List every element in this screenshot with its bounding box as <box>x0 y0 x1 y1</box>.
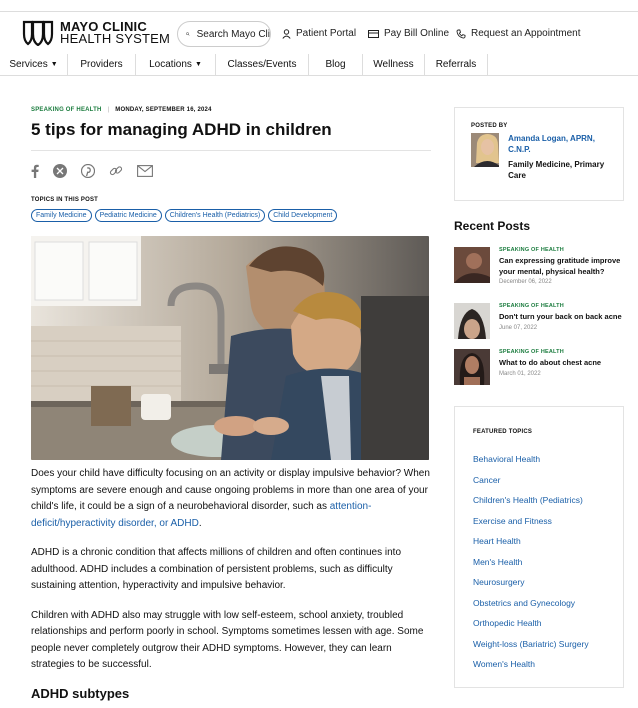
caret-down-icon: ▼ <box>50 61 58 68</box>
post-thumbnail-image <box>454 247 490 283</box>
article-category-link[interactable]: SPEAKING OF HEALTH <box>31 107 102 113</box>
author-photo <box>471 133 499 167</box>
pay-bill-label: Pay Bill Online <box>384 28 450 39</box>
search-placeholder: Search Mayo Cli <box>196 28 270 40</box>
post-text <box>499 349 601 385</box>
nav-item-referrals[interactable] <box>425 54 488 75</box>
post-category: SPEAKING OF HEALTH <box>499 303 564 309</box>
author-block <box>471 133 607 181</box>
featured-topic-link[interactable]: Men's Health <box>473 556 523 567</box>
avatar[interactable] <box>471 133 499 167</box>
article-paragraph-1 <box>31 466 431 532</box>
phone-icon <box>456 29 466 39</box>
author-name-link[interactable]: Amanda Logan, APRN, C.N.P. <box>508 134 595 154</box>
post-text <box>499 303 622 339</box>
post-thumbnail <box>454 303 490 339</box>
person-icon <box>282 29 291 39</box>
logo-text <box>60 21 170 45</box>
post-category: SPEAKING OF HEALTH <box>499 247 564 253</box>
featured-topic-link[interactable]: Behavioral Health <box>473 454 541 464</box>
main-nav <box>0 54 638 76</box>
father-son-handwashing-image <box>31 236 429 460</box>
featured-topic-link[interactable]: Weight-loss (Bariatric) Surgery <box>473 638 589 649</box>
article-meta <box>31 107 431 113</box>
featured-topics-card <box>454 406 624 688</box>
patient-portal-label: Patient Portal <box>296 28 357 39</box>
topic-chip[interactable]: Family Medicine <box>31 209 92 222</box>
featured-topic-link[interactable]: Neurosurgery <box>473 577 525 587</box>
nav-services-label: Services <box>9 59 48 70</box>
author-info <box>508 133 607 181</box>
caret-down-icon: ▼ <box>194 61 202 68</box>
link-icon[interactable] <box>109 164 123 178</box>
recent-post-item[interactable] <box>454 247 629 285</box>
article-paragraph-3: Children with ADHD also may struggle with low self-esteem, school anxiety, troubled relationships and perform poorly in school. Symptoms sometimes lessen with age. Some people never completely outgrow their ADHD symptoms. However, they can learn strategies to be successful. <box>31 609 424 670</box>
mayo-shields-icon <box>22 20 54 46</box>
patient-portal-link[interactable] <box>282 28 356 39</box>
topics-label: TOPICS IN THIS POST <box>31 197 99 203</box>
nav-classes-label: Classes/Events <box>227 59 297 70</box>
nav-locations-label: Locations <box>149 59 192 70</box>
post-thumbnail <box>454 349 490 385</box>
post-date: December 06, 2022 <box>499 279 552 285</box>
nav-item-wellness[interactable] <box>363 54 425 75</box>
featured-topic-link[interactable]: Orthopedic Health <box>473 618 542 628</box>
nav-item-services[interactable] <box>0 54 68 75</box>
logo-line1: MAYO CLINIC <box>60 19 147 34</box>
topic-chip[interactable]: Child Development <box>268 209 337 222</box>
post-thumbnail-image <box>454 303 490 339</box>
topics-list <box>31 209 431 222</box>
article-paragraph-2: ADHD is a chronic condition that affects millions of children and often continues into adulthood. ADHD includes a combination of persistent problems, such as difficulty sustaining attention, hyperactivity and impulsive behavior. <box>31 547 402 591</box>
post-title[interactable]: What to do about chest acne <box>499 358 602 367</box>
article-date: MONDAY, SEPTEMBER 16, 2024 <box>115 107 212 113</box>
page-title: 5 tips for managing ADHD in children <box>31 120 431 151</box>
p1-end: . <box>198 517 202 529</box>
nav-referrals-label: Referrals <box>435 59 477 70</box>
logo-line2: HEALTH SYSTEM <box>60 31 170 46</box>
x-icon[interactable] <box>53 164 67 178</box>
request-appointment-link[interactable] <box>456 28 581 39</box>
post-thumbnail-image <box>454 349 490 385</box>
site-logo[interactable] <box>22 20 170 46</box>
recent-posts-heading: Recent Posts <box>454 219 531 233</box>
recent-post-item[interactable] <box>454 303 629 339</box>
featured-topic-link[interactable]: Women's Health <box>473 659 535 669</box>
featured-topic-link[interactable]: Heart Health <box>473 536 521 546</box>
card-icon <box>368 30 379 38</box>
top-bar <box>0 0 638 12</box>
recent-post-item[interactable] <box>454 349 629 385</box>
meta-separator: | <box>107 107 110 113</box>
hero-image <box>31 236 429 460</box>
post-title[interactable]: Don't turn your back on back acne <box>499 312 622 321</box>
nav-blog-label: Blog <box>325 59 346 70</box>
request-appointment-label: Request an Appointment <box>471 28 581 39</box>
posted-by-label: POSTED BY <box>471 123 508 129</box>
pay-bill-link[interactable] <box>368 28 449 39</box>
featured-topic-link[interactable]: Cancer <box>473 474 501 485</box>
post-text <box>499 247 629 285</box>
share-bar <box>31 163 431 179</box>
nav-wellness-label: Wellness <box>373 59 414 70</box>
featured-topics-list <box>473 449 605 675</box>
nav-providers-label: Providers <box>80 59 123 70</box>
post-category: SPEAKING OF HEALTH <box>499 349 564 355</box>
nav-item-providers[interactable] <box>68 54 136 75</box>
email-icon[interactable] <box>137 165 153 177</box>
nav-item-classes[interactable] <box>216 54 309 75</box>
featured-topic-link[interactable]: Obstetrics and Gynecology <box>473 597 576 608</box>
site-header <box>0 12 638 54</box>
featured-topics-label: FEATURED TOPICS <box>473 429 533 435</box>
featured-topic-link[interactable]: Children's Health (Pediatrics) <box>473 495 583 505</box>
search-icon <box>186 28 190 40</box>
posted-by-card <box>454 107 624 201</box>
adhd-link[interactable]: attention-deficit/hyperactivity disorder, or ADHD <box>31 501 372 529</box>
article <box>31 107 431 701</box>
nav-item-blog[interactable] <box>309 54 363 75</box>
search-input[interactable] <box>177 21 271 47</box>
p1-text: Does your child have difficulty focusing on an activity or display impulsive behavior? When symptoms are severe enough and cause ongoing problems in more than one area of your child's life, it could be a sign of a neurobehavioral disorder, such as <box>31 468 430 512</box>
post-date: March 01, 2022 <box>499 370 541 377</box>
pinterest-icon[interactable] <box>81 164 95 178</box>
nav-item-locations[interactable] <box>136 54 216 75</box>
author-role: Family Medicine, Primary Care <box>508 160 605 180</box>
post-thumbnail <box>454 247 490 283</box>
post-title[interactable]: Can expressing gratitude improve your mental, physical health? <box>499 256 621 276</box>
section-heading: ADHD subtypes <box>31 685 130 701</box>
post-date: June 07, 2022 <box>499 324 538 331</box>
topic-chip[interactable]: Children's Health (Pediatrics) <box>165 209 265 222</box>
featured-topic-link[interactable]: Exercise and Fitness <box>473 515 552 526</box>
topic-chip[interactable]: Pediatric Medicine <box>95 209 162 222</box>
facebook-icon[interactable] <box>31 164 39 178</box>
